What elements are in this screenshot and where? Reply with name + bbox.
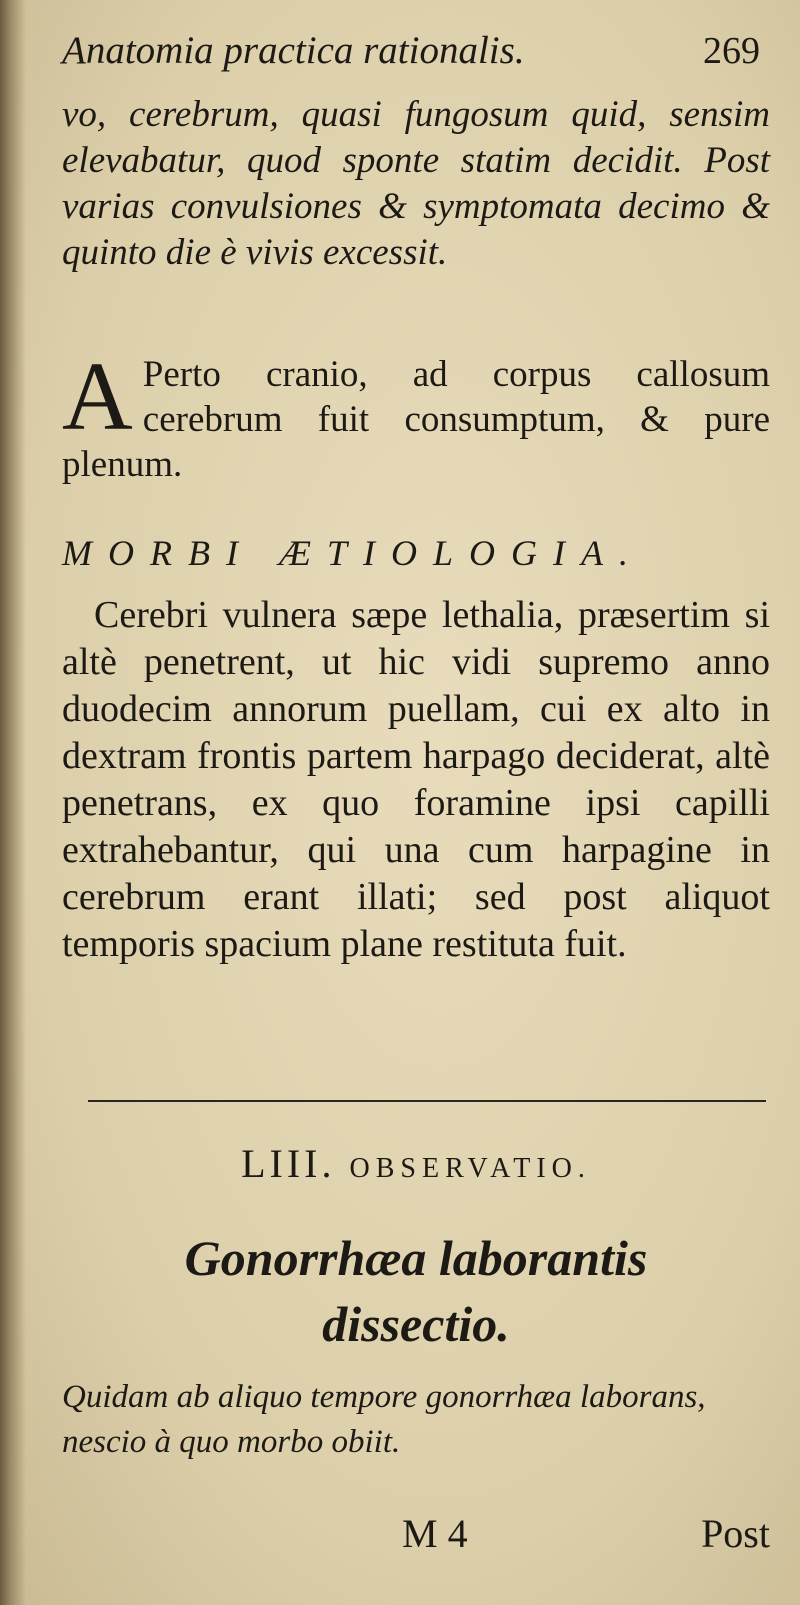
continued-paragraph-text: vo, cerebrum, quasi fungosum quid, sensim elevabatur, quod sponte statim decidit. Post varias convulsiones & symptomata decimo & quinto die è vivis excessit. — [62, 94, 770, 273]
section-divider — [88, 1100, 766, 1102]
observation-title — [62, 1225, 770, 1357]
section-heading: MORBI ÆTIOLOGIA. — [62, 533, 644, 573]
observation-label: OBSERVATIO. — [349, 1153, 591, 1184]
signature-mark: M 4 — [402, 1511, 468, 1556]
continued-paragraph — [62, 92, 770, 276]
observation-title-line-1: Gonorrhæa laborantis — [184, 1230, 648, 1286]
running-header — [62, 28, 770, 88]
autopsy-paragraph — [62, 343, 770, 487]
observation-paragraph — [62, 1375, 770, 1465]
drop-cap: A — [62, 343, 133, 451]
running-title: Anatomia practica rationalis. — [62, 29, 525, 72]
page-number: 269 — [703, 30, 760, 72]
page-footer — [62, 1510, 770, 1570]
observation-number: LIII. — [241, 1141, 336, 1186]
catchword: Post — [701, 1511, 770, 1556]
observation-heading — [62, 1140, 770, 1187]
aetiologia-paragraph — [62, 592, 770, 968]
observation-title-line-2: dissectio. — [322, 1296, 510, 1352]
observation-paragraph-text: Quidam ab aliquo tempore gonorrhæa laborans, nescio à quo morbo obiit. — [62, 1379, 706, 1460]
page-gutter-shadow — [0, 0, 26, 1605]
autopsy-paragraph-text: Perto cranio, ad corpus callosum cerebrum fuit consumptum, & pure plenum. — [62, 354, 770, 485]
aetiologia-paragraph-text: Cerebri vulnera sæpe lethalia, præsertim si altè penetrent, ut hic vidi supremo anno duodecim annorum puellam, cui ex alto in dextram frontis partem harpago deciderat, altè penetrans, ex quo foramine ipsi capilli extrahebantur, qui una cum harpagine in cerebrum erant illati; sed post aliquot temporis spacium plane restituta fuit. — [62, 594, 770, 965]
